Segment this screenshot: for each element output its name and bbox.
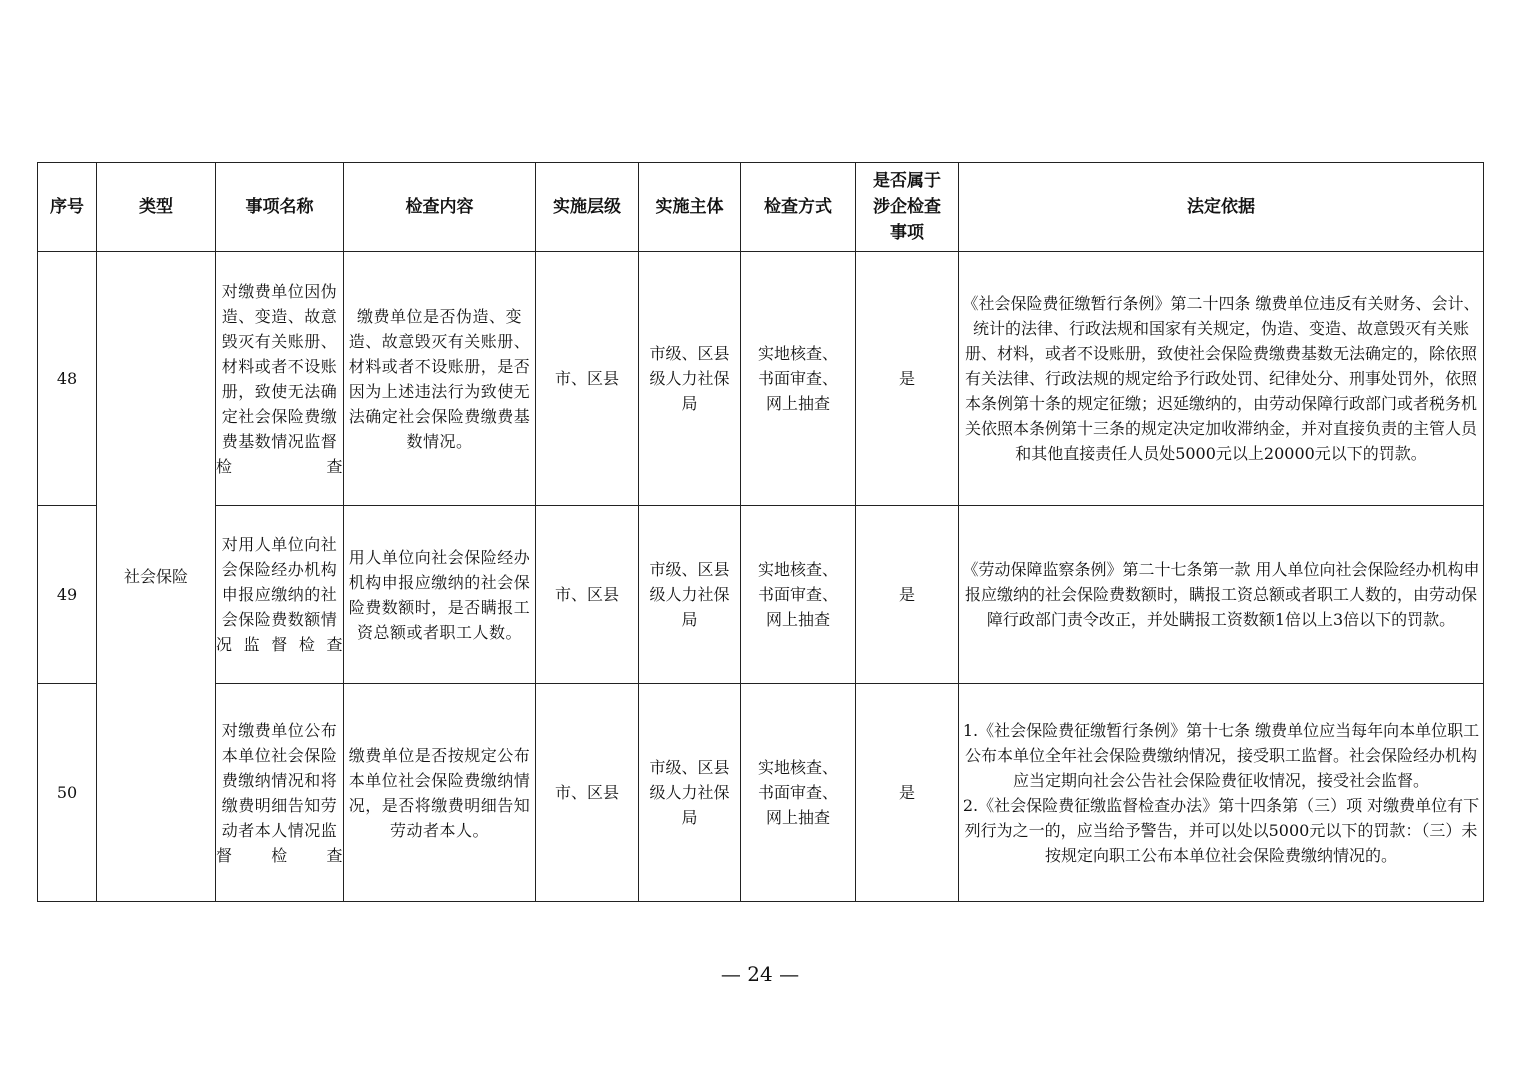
page-number: — 24 — <box>720 962 800 986</box>
table-row <box>38 684 1484 902</box>
header-subject: 实施主体 <box>639 163 741 252</box>
header-seq: 序号 <box>38 163 97 252</box>
basis-paragraph: 2.《社会保险费征缴监督检查办法》第十四条第（三）项 对缴费单位有下列行为之一的，应当给予警告，并可以处以5000元以下的罚款：（三）未按规定向职工公布本单位社会保险费缴纳情况的。 <box>962 795 1480 865</box>
row-enterprise: 是 <box>856 506 959 684</box>
header-enterprise: 是否属于涉企检查事项 <box>856 163 959 252</box>
table-row <box>38 506 1484 684</box>
row-content: 用人单位向社会保险经办机构申报应缴纳的社会保险费数额时，是否瞒报工资总额或者职工人数。 <box>344 506 536 684</box>
row-basis <box>959 684 1484 902</box>
header-basis: 法定依据 <box>959 163 1484 252</box>
header-item-name: 事项名称 <box>216 163 344 252</box>
row-item-name: 对缴费单位因伪造、变造、故意毁灭有关账册、材料或者不设账册，致使无法确定社会保险费缴费基数情况监督检查 <box>216 252 344 506</box>
basis-paragraph: 《劳动保障监察条例》第二十七条第一款 用人单位向社会保险经办机构申报应缴纳的社会保险费数额时，瞒报工资总额或者职工人数的，由劳动保障行政部门责令改正，并处瞒报工资数额1倍以上3倍以下的罚款。 <box>962 560 1480 629</box>
header-level: 实施层级 <box>536 163 639 252</box>
row-basis <box>959 506 1484 684</box>
row-level: 市、区县 <box>536 506 639 684</box>
row-method: 实地核查、书面审查、网上抽查 <box>741 252 856 506</box>
table-row <box>38 252 1484 506</box>
row-method: 实地核查、书面审查、网上抽查 <box>741 684 856 902</box>
row-level: 市、区县 <box>536 252 639 506</box>
row-type: 社会保险 <box>97 252 216 902</box>
row-method: 实地核查、书面审查、网上抽查 <box>741 506 856 684</box>
header-content: 检查内容 <box>344 163 536 252</box>
header-method: 检查方式 <box>741 163 856 252</box>
row-enterprise: 是 <box>856 252 959 506</box>
row-seq: 49 <box>38 506 97 684</box>
row-seq: 50 <box>38 684 97 902</box>
table-header-row <box>38 163 1484 252</box>
row-subject: 市级、区县级人力社保局 <box>639 684 741 902</box>
row-enterprise: 是 <box>856 684 959 902</box>
row-content: 缴费单位是否伪造、变造、故意毁灭有关账册、材料或者不设账册，是否因为上述违法行为致使无法确定社会保险费缴费基数情况。 <box>344 252 536 506</box>
row-seq: 48 <box>38 252 97 506</box>
row-item-name: 对缴费单位公布本单位社会保险费缴纳情况和将缴费明细告知劳动者本人情况监督检查 <box>216 684 344 902</box>
basis-paragraph: 1.《社会保险费征缴暂行条例》第十七条 缴费单位应当每年向本单位职工公布本单位全年社会保险费缴纳情况，接受职工监督。社会保险经办机构应当定期向社会公告社会保险费征收情况，接受社会监督。 <box>962 720 1480 790</box>
basis-paragraph: 《社会保险费征缴暂行条例》第二十四条 缴费单位违反有关财务、会计、统计的法律、行政法规和国家有关规定，伪造、变造、故意毁灭有关账册、材料，或者不设账册，致使社会保险费缴费基数无法确定的，除依照有关法律、行政法规的规定给予行政处罚、纪律处分、刑事处罚外，依照本条例第十条的规定征缴；迟延缴纳的，由劳动保障行政部门或者税务机关依照本条例第十三条的规定决定加收滞纳金，并对直接负责的主管人员和其他直接责任人员处5000元以上20000元以下的罚款。 <box>962 294 1480 463</box>
row-level: 市、区县 <box>536 684 639 902</box>
row-basis <box>959 252 1484 506</box>
row-subject: 市级、区县级人力社保局 <box>639 252 741 506</box>
header-type: 类型 <box>97 163 216 252</box>
inspection-items-table <box>37 162 1484 902</box>
row-content: 缴费单位是否按规定公布本单位社会保险费缴纳情况，是否将缴费明细告知劳动者本人。 <box>344 684 536 902</box>
row-item-name: 对用人单位向社会保险经办机构申报应缴纳的社会保险费数额情况监督检查 <box>216 506 344 684</box>
row-subject: 市级、区县级人力社保局 <box>639 506 741 684</box>
